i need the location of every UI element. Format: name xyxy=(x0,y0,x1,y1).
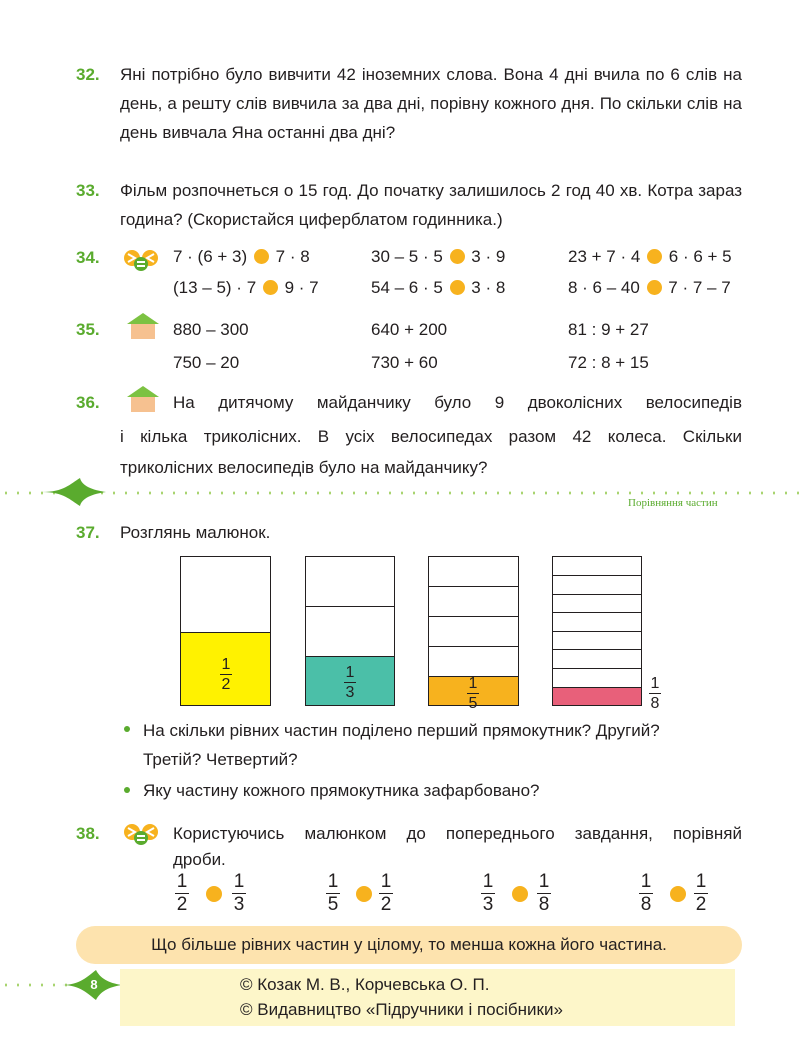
page-marker xyxy=(0,970,125,1000)
task-32-text: Яні потрібно було вивчити 42 іноземних слова. Вона 4 дні вчила по 6 слів на день, а решту слів вивчила за два дні, порівну кожного дня. По скільки слів на день вивчала Яна останні два дні? xyxy=(120,65,742,142)
task-36-line-1: На дитячому майданчику було 9 двоколісних велосипедів xyxy=(173,393,742,412)
fraction-third: 1 3 xyxy=(345,664,355,701)
task-number-36: 36. xyxy=(76,393,100,412)
task-number-37: 37. xyxy=(76,523,100,542)
task-36-line-2: і кілька триколісних. В усіх велосипедах разом 42 колеса. Скільки xyxy=(120,427,742,446)
compare-circle xyxy=(450,249,465,264)
task-37-text: Розглянь малюнок. xyxy=(120,523,271,542)
question-2: Яку частину кожного прямокутника зафарбовано? xyxy=(143,781,540,800)
compare-circle xyxy=(356,886,372,902)
comparison-1-2: 30 – 5 · 5 3 · 9 xyxy=(371,247,506,266)
copyright-box xyxy=(120,969,735,1026)
expression-2-2: 730 + 60 xyxy=(371,353,438,372)
copyright-authors: © Козак М. В., Корчевська О. П. xyxy=(240,975,490,994)
fraction-eighth: 1 8 xyxy=(650,675,660,712)
expression-1-2: 640 + 200 xyxy=(371,320,448,339)
compare-icon xyxy=(122,822,160,846)
comparison-2-1: (13 – 5) · 7 9 · 7 xyxy=(173,278,319,297)
fraction: 1 8 xyxy=(640,871,652,915)
task-number-38: 38. xyxy=(76,824,100,843)
rectangle-eighths xyxy=(552,556,642,706)
compare-circle xyxy=(512,886,528,902)
task-33-text: Фільм розпочнеться о 15 год. До початку залишилось 2 год 40 хв. Котра зараз година? (Скористайся циферблатом годинника.) xyxy=(120,181,742,229)
copyright-publisher: © Видавництво «Підручники і посібники» xyxy=(240,1000,563,1019)
fraction: 1 2 xyxy=(176,871,188,915)
compare-circle xyxy=(670,886,686,902)
compare-circle xyxy=(254,249,269,264)
task-38-text-2: дроби. xyxy=(173,850,226,869)
bullet xyxy=(124,726,130,732)
task-number-33: 33. xyxy=(76,181,100,200)
compare-circle xyxy=(647,249,662,264)
page-number: 8 xyxy=(90,977,98,992)
expression-1-3: 81 : 9 + 27 xyxy=(568,320,649,339)
comparison-2-3: 8 · 6 – 40 7 · 7 – 7 xyxy=(568,278,731,297)
fraction: 1 8 xyxy=(538,871,550,915)
fraction: 1 2 xyxy=(695,871,707,915)
fraction: 1 3 xyxy=(482,871,494,915)
house-icon xyxy=(125,311,161,339)
fraction-fifth: 1 5 xyxy=(468,675,478,712)
comparison-1-3: 23 + 7 · 4 6 · 6 + 5 xyxy=(568,247,732,266)
task-38-text: Користуючись малюнком до попереднього завдання, порівняй xyxy=(173,824,742,843)
house-icon xyxy=(125,384,161,412)
compare-circle xyxy=(450,280,465,295)
compare-circle xyxy=(206,886,222,902)
expression-2-1: 750 – 20 xyxy=(173,353,240,372)
task-number-34: 34. xyxy=(76,248,100,267)
fraction: 1 3 xyxy=(233,871,245,915)
question-1: На скільки рівних частин поділено перший прямокутник? Другий? Третій? Четвертий? xyxy=(143,721,660,769)
compare-circle xyxy=(647,280,662,295)
section-title: Порівняння частин xyxy=(628,497,718,509)
fraction: 1 5 xyxy=(327,871,339,915)
compare-icon xyxy=(122,248,160,272)
rule-banner: Що більше рівних частин у цілому, то менша кожна його частина. xyxy=(76,926,742,964)
fraction-half: 1 2 xyxy=(221,656,231,693)
expression-1-1: 880 – 300 xyxy=(173,320,249,339)
fraction: 1 2 xyxy=(380,871,392,915)
task-36-line-3: триколісних велосипедів було на майданчику? xyxy=(120,458,488,477)
task-number-32: 32. xyxy=(76,65,100,84)
compare-circle xyxy=(263,280,278,295)
shaded-part xyxy=(553,687,641,705)
bullet xyxy=(124,787,130,793)
expression-2-3: 72 : 8 + 15 xyxy=(568,353,649,372)
task-number-35: 35. xyxy=(76,320,100,339)
comparison-1-1: 7 · (6 + 3) 7 · 8 xyxy=(173,247,310,266)
comparison-2-2: 54 – 6 · 5 3 · 8 xyxy=(371,278,506,297)
